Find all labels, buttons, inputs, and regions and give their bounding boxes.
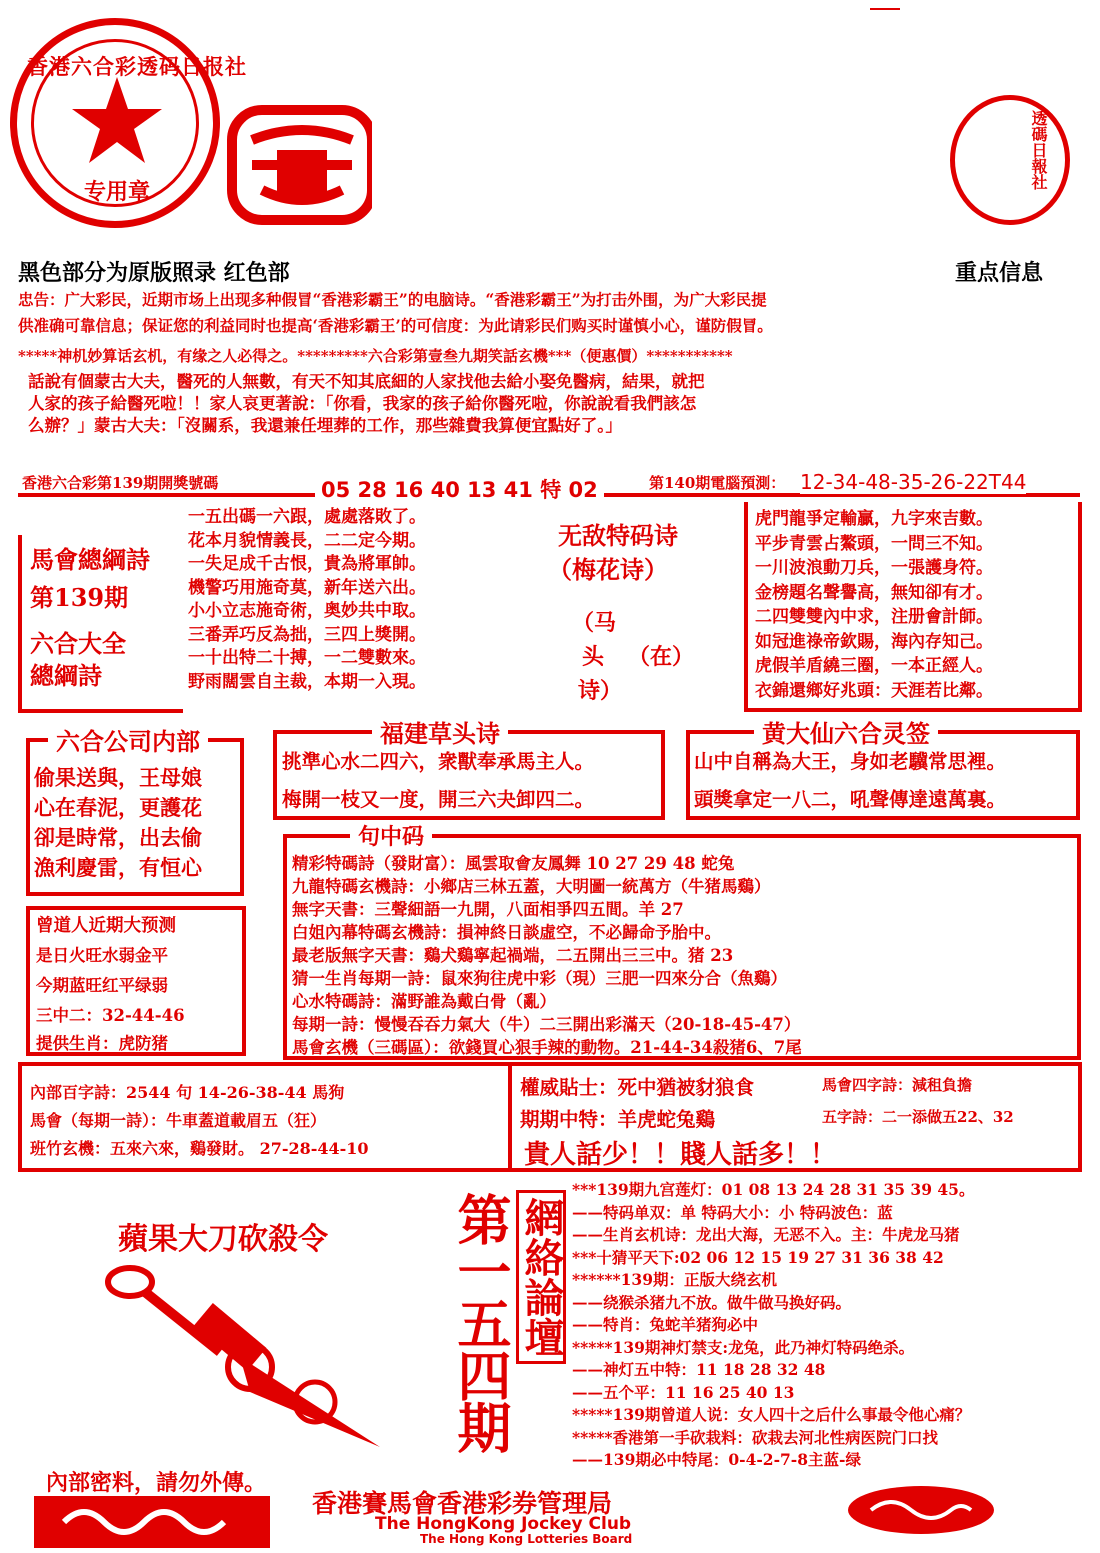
forecast-numbers: 12-34-48-35-26-22T44 (800, 470, 1027, 494)
title-blank-area (372, 10, 947, 265)
jzm-line: 心水特碼詩：滿野誰為戴白骨（亂） (292, 992, 556, 1011)
jzm-line: 白姐內幕特碼玄機詩：損神終日談虛空，不必歸命予胎中。 (292, 923, 721, 942)
poem-right-list (755, 504, 1080, 700)
knife-title: 蘋果大刀砍殺令 (118, 1222, 328, 1257)
forum-line: ——神灯五中特：11 18 28 32 48 (572, 1360, 826, 1379)
forum-line: ——生肖玄机诗：龙出大海，无恶不入。主：牛虎龙马猪 (572, 1225, 960, 1244)
forum-line: ——五个平：11 16 25 40 13 (572, 1382, 795, 1402)
poem-center-title-2: （梅花诗） (548, 555, 668, 584)
forum-line: ——特肖：兔蛇羊猪狗必中 (572, 1315, 759, 1334)
poem-left-line: 小小立志施奇術，奥妙共中取。 (188, 601, 426, 621)
jzm-line: 猜一生肖每期一詩：鼠來狗往虎中彩（現）三肥一四來分合（魚鷄） (292, 969, 787, 988)
taoist-line-3: 三中二：32-44-46 (36, 1006, 185, 1025)
forecast-label: 第140期電腦預測： (645, 472, 785, 493)
cloud-badge-left (34, 1496, 270, 1548)
poem-right-line: 一川波浪動刀兵，一張護身符。 (755, 558, 993, 578)
company-line: 卻是時常，出去偷 (34, 825, 202, 850)
poem-left-title-3: 六合大全 (30, 629, 126, 658)
forum-line: ——绕猴杀猪九不放。做牛做马换好码。 (572, 1292, 852, 1312)
authority-tip: 權威貼士：死中猶被豺狼食 (520, 1076, 755, 1099)
joke-title: *****神机妙算话玄机，有缘之人必得之。*********六合彩第壹叁九期笑話玄機***（便惠價）*********** (18, 347, 733, 365)
taoist-line-2: 今期蓝旺红平绿弱 (36, 976, 168, 995)
poem-left-line: 花本月貌情義長，二二定今期。 (188, 530, 426, 551)
poem-left-line: 三番弄巧反為拙，三四上獎開。 (188, 624, 426, 645)
notice-line: 黑色部分为原版照录 红色部 (18, 261, 290, 286)
draw-numbers: 05 28 16 40 13 41 特 02 (315, 474, 604, 504)
warning-line-2: 供准确可靠信息；保证您的利益同时也提高‘香港彩霸王’的可信度：为此请彩民们购买时谨慎小心，谨防假冒。 (18, 316, 773, 335)
poem-left-line: 野雨闊雲自主裁，本期一入現。 (188, 671, 426, 692)
right-stamp-text: 透碼日報社 (1029, 110, 1048, 190)
joke-line-3: 么辦？」蒙古大夫：「沒關系，我還兼任埋葬的工作，那些雜費我算便宜點好了。」 (28, 416, 622, 435)
authority-slogan: 貴人話少！！賤人話多！！ (524, 1140, 837, 1170)
company-line: 偷果送與，王母娘 (34, 765, 202, 790)
joke-line-2: 人家的孩子給醫死啦！！家人哀更著說：「你看，我家的孩子給你醫死啦，你說說看我們該怎 (28, 394, 697, 413)
poem-right-line: 如冠進祿帝欽賜，海內存知己。 (755, 631, 993, 652)
taoist-line-4: 提供生肖：虎防猪 (36, 1034, 168, 1053)
forum-line: ——特码单双：单 特码大小：小 特码波色：蓝 (572, 1202, 893, 1222)
knife-footer: 內部密料，請勿外傳。 (46, 1470, 267, 1496)
cloud-badge-right (846, 1484, 996, 1536)
forum-line: *****139期神灯禁支:龙兔，此乃神灯特码绝杀。 (572, 1337, 915, 1357)
forum-vertical-right: 網絡論壇 (516, 1190, 566, 1364)
company-list (34, 762, 202, 882)
poem-left-line: 一十出特二十搏，一二雙數來。 (188, 648, 426, 668)
jzm-line: 每期一詩：慢慢吞吞力氣大（牛）二三開出彩滿天（20-18-45-47） (292, 1015, 801, 1034)
warning-line-1: 忠告：广大彩民，近期市场上出现多种假冒“香港彩霸王”的电脑诗。“香港彩霸王”为打击外围，为广大彩民提 (18, 290, 767, 309)
inner-line-3: 班竹玄機：五來六來，鷄發財。 27-28-44-10 (30, 1139, 369, 1158)
stamp-ring-text: 香港六合彩透码日报社 (27, 54, 247, 79)
forum-line: ——139期必中特尾：0-4-2-7-8主蓝-绿 (572, 1450, 861, 1469)
huang-title: 黄大仙六合灵签 (754, 714, 938, 749)
poem-left-line: 一失足成千古恨，貴為將軍帥。 (188, 554, 426, 574)
company-line: 心在春泥，更護花 (34, 795, 202, 820)
poem-center-verse-a: （马 (572, 610, 617, 636)
poem-right-line: 虎假羊盾繞三圈，一本正經人。 (755, 656, 993, 676)
forum-vertical-left: 第一五四期 (449, 1192, 513, 1452)
poem-center-verse-d: （在） (628, 644, 695, 670)
fujian-line-1: 挑準心水二四六，衆獸奉承馬主人。 (282, 750, 595, 773)
authority-tip-right: 馬會四字詩：減租負擔 (822, 1076, 973, 1094)
footer-en-1: The HongKong Jockey Club (375, 1514, 632, 1534)
jzm-list (292, 850, 802, 1057)
huang-line-1: 山中自稱為大王，身如老驥常思裡。 (694, 750, 1007, 773)
poem-left-line: 機警巧用施奇莫，新年送六出。 (188, 577, 426, 598)
notice-tail: 重点信息 (955, 261, 1044, 286)
authority-must: 期期中特：羊虎蛇兔鷄 (520, 1108, 716, 1131)
fujian-title: 福建草头诗 (372, 714, 508, 749)
forum-line: *****139期曾道人说：女人四十之后什么事最令他心痛？ (572, 1405, 971, 1424)
poem-left-title-4: 總綱詩 (30, 661, 102, 690)
company-line: 漁利慶雷，有恒心 (34, 855, 202, 880)
poem-left-line: 一五出碼一六跟，處處落敗了。 (188, 507, 426, 527)
poem-right-line: 衣錦還鄉好兆頭：天涯若比鄰。 (755, 680, 993, 701)
poem-center-title-1: 无敌特码诗 (558, 521, 678, 550)
poem-right-line: 二四雙雙內中求，注册會計師。 (755, 607, 993, 627)
authority-must-right: 五字詩：二一添做五22、32 (822, 1108, 1014, 1126)
jzm-title: 句中码 (350, 820, 432, 851)
forum-list (572, 1178, 974, 1471)
inner-divider (508, 1062, 512, 1172)
fujian-line-2: 梅開一枝又一度，開三六夬卸四二。 (282, 788, 595, 811)
forum-line: ******139期：正版大绕玄机 (572, 1270, 777, 1289)
footer-en-2: The Hong Kong Lotteries Board (420, 1532, 633, 1546)
forum-line: ***139期九宫莲灯：01 08 13 24 28 31 35 39 45。 (572, 1180, 975, 1199)
jzm-line: 最老版無字天書：鷄犬鷄寧起禍端，二五開出三三中。猪 23 (292, 946, 734, 965)
poem-right-line: 金榜題名聲譽高，無知卻有才。 (755, 582, 993, 603)
stamp-sub-text: 专用章 (83, 179, 150, 205)
forum-line: ***十猜平天下:02 06 12 15 19 27 31 36 38 42 (572, 1247, 944, 1267)
jzm-line: 無字天書：三聲細語一九開，八面相爭四五間。羊 27 (292, 900, 684, 919)
footer-cn: 香港賽馬會香港彩券管理局 (312, 1489, 613, 1518)
poem-left-list (188, 502, 508, 690)
poem-center-verse-b: 头 (582, 644, 605, 670)
huang-line-2: 頭獎拿定一八二，吼聲傳達遠萬裏。 (694, 788, 1007, 811)
star-icon (72, 77, 162, 163)
inner-line-2: 馬會（每期一詩）：牛車蓋道載眉五（狂） (30, 1111, 327, 1130)
taoist-line-1: 是日火旺水弱金平 (36, 946, 168, 965)
taoist-title: 曾道人近期大预测 (36, 916, 176, 936)
poem-right-line: 虎門龍爭定輸贏，九字來吉數。 (755, 509, 993, 529)
poem-left-title-1: 馬會總綱詩 (30, 545, 150, 574)
draw-label: 香港六合彩第139期開獎號碼 (22, 472, 224, 493)
poem-right-line: 平步青雲占鰲頭，一問三不知。 (755, 533, 993, 554)
inner-line-1: 內部百字詩：2544 句 14-26-38-44 馬狗 (30, 1083, 345, 1102)
jzm-line: 馬會玄機（三碼區）：欲錢買心狠手辣的動物。21-44-34殺猪6、7尾 (292, 1038, 802, 1057)
poem-center-verse-c: 诗） (578, 678, 623, 704)
forum-line: *****香港第一手砍栽料：砍栽去河北性病医院门口找 (572, 1427, 939, 1447)
poem-left-title-2: 第139期 (30, 583, 129, 612)
company-title: 六合公司内部 (48, 722, 208, 757)
jzm-line: 九龍特碼玄機詩：小鄉店三林五蓋，大明圖一統萬方（牛猪馬鷄） (292, 877, 771, 896)
knife-icon (100, 1262, 400, 1462)
joke-line-1: 話說有個蒙古大夫，醫死的人無數，有天不知其底細的人家找他去給小娶免醫病，結果，就把 (28, 372, 705, 391)
logo-mark (222, 100, 382, 230)
round-stamp (10, 18, 247, 228)
jzm-line: 精彩特碼詩（發財富）：風雲取會友鳳舞 10 27 29 48 蛇兔 (292, 854, 735, 873)
